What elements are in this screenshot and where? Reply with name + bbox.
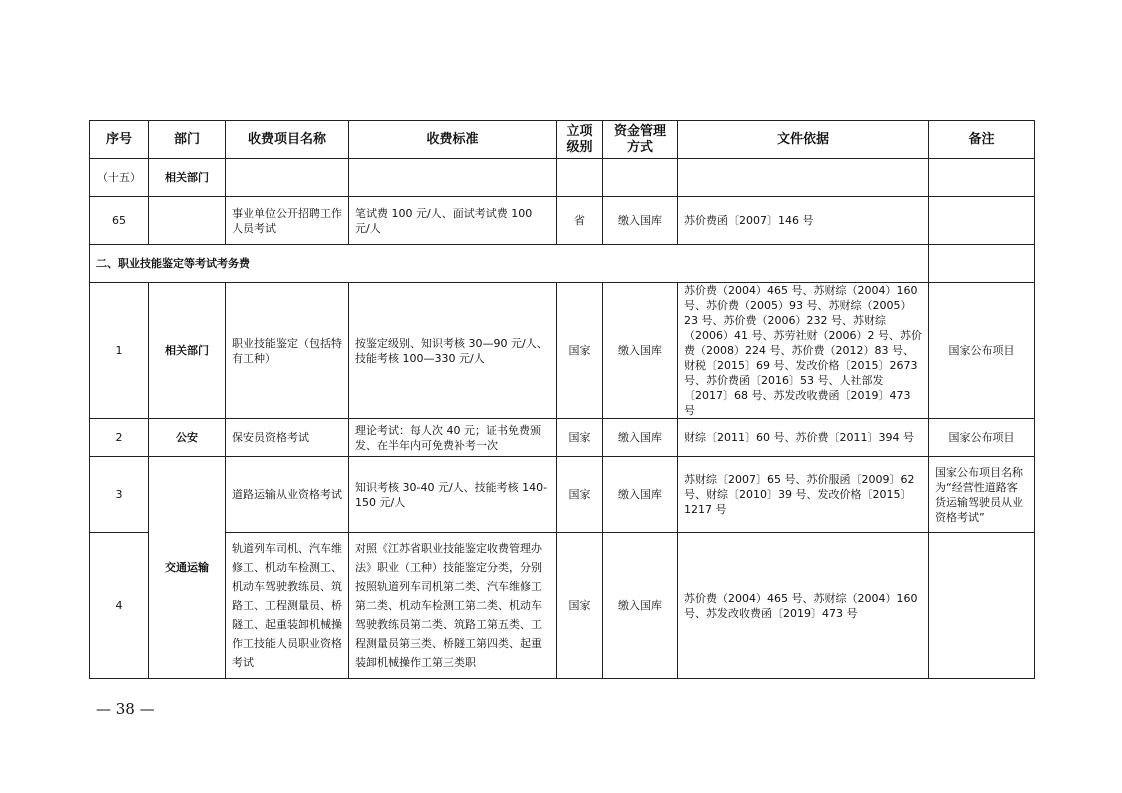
cell-level: 国家 — [557, 457, 603, 533]
cell-basis: 苏价费（2004）465 号、苏财综（2004）160 号、苏价费（2005）93 号、苏财综（2005）23 号、苏价费（2006）232 号、苏财综（2006）41 号、苏劳社财（2006）2 号、苏价费（2008）224 号、苏价费（2012）83 号、财税〔2015〕69 号、发改价格〔2015〕2673 号、苏价费函〔2016〕53 号、人社部发〔2017〕68 号、苏发改收费函〔2019〕473 号 — [678, 283, 929, 419]
cell-name: 道路运输从业资格考试 — [226, 457, 349, 533]
cell-basis: 苏财综〔2007〕65 号、苏价服函〔2009〕62 号、财综〔2010〕39 号、发改价格〔2015〕1217 号 — [678, 457, 929, 533]
cell-level: 国家 — [557, 283, 603, 419]
table-row — [90, 159, 1035, 197]
cell-no: 1 — [90, 283, 149, 419]
cell-dept — [149, 197, 226, 245]
cell-note — [929, 245, 1035, 283]
cell-name: 轨道列车司机、汽车维修工、机动车检测工、机动车驾驶教练员、筑路工、工程测量员、桥隧工、起重装卸机械操作工技能人员职业资格考试 — [226, 533, 349, 679]
cell-mode — [603, 159, 678, 197]
cell-standard: 按鉴定级别、知识考核 30—90 元/人、技能考核 100—330 元/人 — [349, 283, 557, 419]
cell-dept: 交通运输 — [149, 457, 226, 679]
cell-mode: 缴入国库 — [603, 419, 678, 457]
header-cell: 收费标准 — [349, 121, 557, 159]
header-cell: 部门 — [149, 121, 226, 159]
cell-level: 国家 — [557, 419, 603, 457]
cell-name: 保安员资格考试 — [226, 419, 349, 457]
cell-name: 职业技能鉴定（包括特有工种） — [226, 283, 349, 419]
cell-dept: 相关部门 — [149, 159, 226, 197]
cell-standard: 知识考核 30-40 元/人、技能考核 140-150 元/人 — [349, 457, 557, 533]
cell-standard: 理论考试：每人次 40 元；证书免费颁发、在半年内可免费补考一次 — [349, 419, 557, 457]
section-title: 二、职业技能鉴定等考试考务费 — [90, 245, 929, 283]
fee-table — [89, 120, 1035, 679]
cell-no: （十五） — [90, 159, 149, 197]
cell-level: 国家 — [557, 533, 603, 679]
cell-level: 省 — [557, 197, 603, 245]
table-row — [90, 419, 1035, 457]
header-cell: 备注 — [929, 121, 1035, 159]
cell-no: 4 — [90, 533, 149, 679]
cell-name — [226, 159, 349, 197]
cell-standard: 对照《江苏省职业技能鉴定收费管理办法》职业（工种）技能鉴定分类，分别按照轨道列车司机第二类、汽车维修工第二类、机动车检测工第二类、机动车驾驶教练员第二类、筑路工第五类、工程测量员第三类、桥隧工第四类、起重装卸机械操作工第三类职 — [349, 533, 557, 679]
cell-basis — [678, 159, 929, 197]
cell-standard: 笔试费 100 元/人、面试考试费 100 元/人 — [349, 197, 557, 245]
cell-basis: 苏价费（2004）465 号、苏财综（2004）160 号、苏发改收费函〔2019〕473 号 — [678, 533, 929, 679]
cell-no: 3 — [90, 457, 149, 533]
cell-level — [557, 159, 603, 197]
header-cell: 文件依据 — [678, 121, 929, 159]
table-row — [90, 197, 1035, 245]
cell-note: 国家公布项目名称为“经营性道路客货运输驾驶员从业资格考试” — [929, 457, 1035, 533]
table-row — [90, 533, 1035, 679]
cell-note: 国家公布项目 — [929, 419, 1035, 457]
cell-basis: 财综〔2011〕60 号、苏价费〔2011〕394 号 — [678, 419, 929, 457]
cell-mode: 缴入国库 — [603, 457, 678, 533]
cell-mode: 缴入国库 — [603, 197, 678, 245]
header-cell: 收费项目名称 — [226, 121, 349, 159]
header-cell: 序号 — [90, 121, 149, 159]
cell-no: 2 — [90, 419, 149, 457]
cell-standard — [349, 159, 557, 197]
table-row — [90, 457, 1035, 533]
cell-mode: 缴入国库 — [603, 533, 678, 679]
cell-mode: 缴入国库 — [603, 283, 678, 419]
cell-no: 65 — [90, 197, 149, 245]
header-row — [90, 121, 1035, 159]
cell-note: 国家公布项目 — [929, 283, 1035, 419]
table-row — [90, 283, 1035, 419]
cell-dept: 相关部门 — [149, 283, 226, 419]
cell-note — [929, 159, 1035, 197]
section-row — [90, 245, 1035, 283]
cell-note — [929, 533, 1035, 679]
cell-name: 事业单位公开招聘工作人员考试 — [226, 197, 349, 245]
page-number: — 38 — — [96, 700, 155, 718]
cell-basis: 苏价费函〔2007〕146 号 — [678, 197, 929, 245]
header-cell: 资金管理方式 — [603, 121, 678, 159]
cell-note — [929, 197, 1035, 245]
cell-dept: 公安 — [149, 419, 226, 457]
header-cell: 立项级别 — [557, 121, 603, 159]
